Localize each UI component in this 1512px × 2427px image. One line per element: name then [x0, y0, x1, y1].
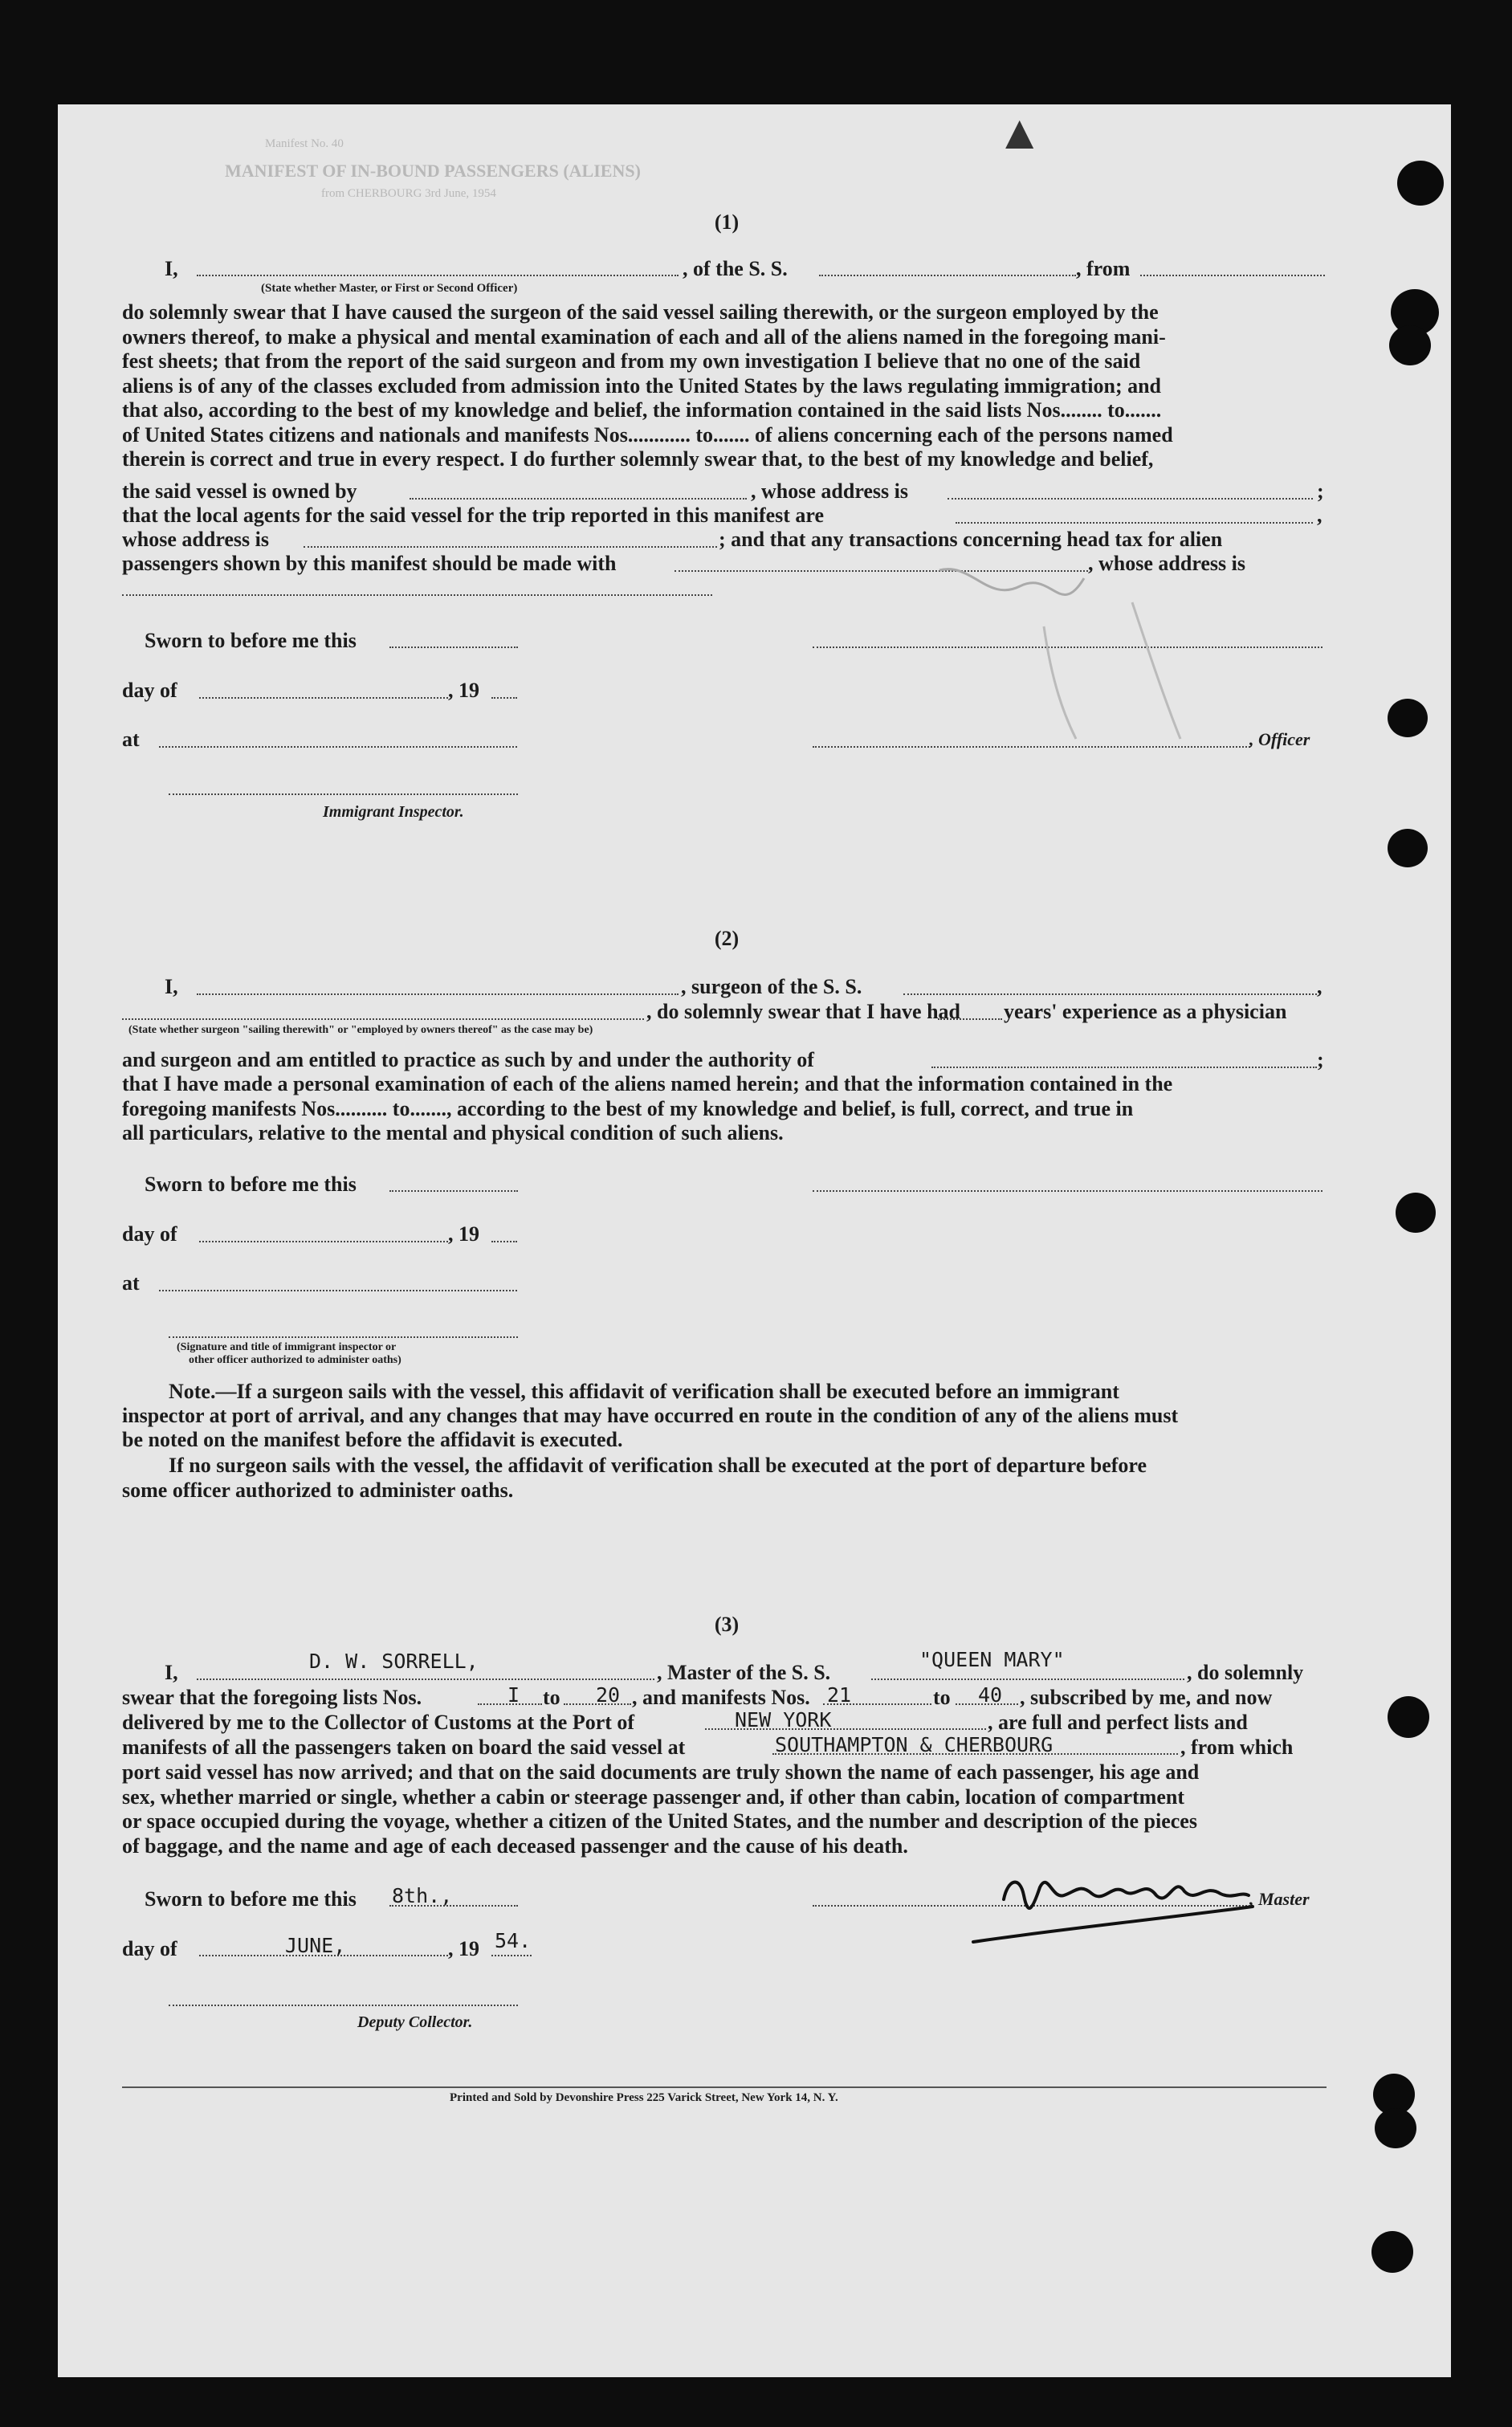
binder-hole	[1388, 1696, 1429, 1738]
s3-l5: port said vessel has now arrived; and that on the said documents are truly shown the name of each passenger, his age and	[122, 1760, 1200, 1784]
printer-imprint: Printed and Sold by Devonshire Press 225 Varick Street, New York 14, N. Y.	[450, 2091, 838, 2104]
s1-inspector: Immigrant Inspector.	[323, 803, 464, 821]
s2-surgeon-of: , surgeon of the S. S.	[681, 975, 862, 998]
s3-l2a: swear that the foregoing lists Nos.	[122, 1686, 422, 1709]
s1-sworn-line	[389, 647, 518, 648]
s2-day-of: day of	[122, 1222, 177, 1246]
top-mark: ▲	[996, 106, 1044, 159]
s3-solemnly: , do solemnly	[1187, 1661, 1304, 1684]
s3-sworn-day: 8th.,	[392, 1884, 453, 1907]
s1-p10a: whose address is	[122, 528, 270, 551]
s1-note: (State whether Master, or First or Second Officer)	[261, 282, 518, 295]
s3-l8: of baggage, and the name and age of each deceased passenger and the cause of his death.	[122, 1834, 908, 1858]
s2-note: (State whether surgeon "sailing therewith" or "employed by owners thereof" as the case may be)	[128, 1024, 593, 1036]
s1-p1: do solemnly swear that I have caused the surgeon of the said vessel sailing therewith, or the surgeon employed by the	[122, 300, 1159, 324]
s2-body	[122, 1072, 1325, 1146]
s3-l3a: delivered by me to the Collector of Customs at the Port of	[122, 1711, 635, 1734]
faint-title: MANIFEST OF IN-BOUND PASSENGERS (ALIENS)	[225, 161, 641, 181]
s3-deputy: Deputy Collector.	[357, 2013, 473, 2031]
s3-body	[122, 1760, 1325, 1858]
s3-l4a: manifests of all the passengers taken on board the said vessel at	[122, 1736, 686, 1759]
s1-from-line	[1140, 275, 1325, 276]
s1-p7: therein is correct and true in every respect. I do further solemnly swear that, to the best of my knowledge and belief,	[122, 447, 1154, 471]
s2-do-swear: , do solemnly swear that I have had	[646, 1000, 961, 1023]
s1-p10b: ; and that any transactions concerning head tax for alien	[719, 528, 1223, 551]
binder-hole	[1371, 2231, 1413, 2273]
s3-port: NEW YORK	[735, 1708, 832, 1732]
s1-agent-address-line	[304, 546, 717, 548]
faint-signature	[923, 554, 1229, 747]
s2-note-p4: If no surgeon sails with the vessel, the affidavit of verification shall be executed at the port of departure before	[169, 1454, 1147, 1477]
s2-p1: and surgeon and am entitled to practice as such by and under the authority of	[122, 1048, 814, 1071]
s2-p4: all particulars, relative to the mental and physical condition of such aliens.	[122, 1121, 784, 1144]
s1-owner-line	[410, 498, 747, 500]
s2-status-line	[122, 1018, 644, 1020]
s2-sworn: Sworn to before me this	[145, 1173, 357, 1196]
s2-year-line	[491, 1241, 517, 1242]
s1-agents-line	[956, 522, 1313, 524]
footer-rule	[122, 2086, 1327, 2088]
s3-list-to: 20	[596, 1683, 621, 1707]
s3-l6: sex, whether married or single, whether a cabin or steerage passenger and, if other than cabin, location of compartment	[122, 1785, 1184, 1809]
s3-deputy-line	[169, 2005, 518, 2006]
s1-p8b: , whose address is	[751, 479, 909, 503]
s2-sig-note2: other officer authorized to administer oaths)	[189, 1354, 401, 1366]
s1-p11a: passengers shown by this manifest should be made with	[122, 552, 617, 575]
s1-inspector-line	[169, 793, 518, 795]
s2-name-line	[197, 993, 679, 995]
s3-man-to: 40	[978, 1683, 1003, 1707]
s1-body	[122, 300, 1325, 472]
s1-owner-address-line	[948, 498, 1313, 500]
s2-years: years' experience as a physician	[1004, 1000, 1287, 1023]
s2-sworn-line	[389, 1190, 518, 1192]
s3-master-of: , Master of the S. S.	[657, 1661, 831, 1684]
s1-year-line	[491, 697, 517, 699]
s3-master-line	[197, 1679, 654, 1680]
s1-sworn: Sworn to before me this	[145, 629, 357, 652]
s3-embark: SOUTHAMPTON & CHERBOURG	[775, 1733, 1054, 1756]
s2-note-p1: Note.—If a surgeon sails with the vessel, this affidavit of verification shall be executed before an immigrant	[169, 1380, 1119, 1403]
s1-of-ss: , of the S. S.	[683, 257, 788, 280]
s1-p5: that also, according to the best of my knowledge and belief, the information contained in the said lists Nos........ to.......	[122, 398, 1162, 422]
s2-i: I,	[165, 975, 178, 998]
s2-note-p2: inspector at port of arrival, and any changes that may have occurred en route in the condition of any of the aliens must	[122, 1404, 1179, 1427]
s1-from: , from	[1076, 257, 1131, 280]
s3-year: 54.	[495, 1929, 532, 1952]
section3-number: (3)	[714, 1613, 740, 1636]
s3-l2c: , subscribed by me, and now	[1020, 1686, 1273, 1709]
section1-number: (1)	[714, 210, 740, 234]
s2-year: , 19	[448, 1222, 479, 1246]
s3-l7: or space occupied during the voyage, whether a citizen of the United States, and the number and description of the pieces	[122, 1809, 1197, 1833]
binder-hole	[1375, 2108, 1416, 2148]
s2-semicolon: ;	[1317, 1048, 1324, 1071]
s1-p2: owners thereof, to make a physical and mental examination of each and all of the aliens named in the foregoing mani-	[122, 324, 1166, 349]
s2-authority-line	[931, 1067, 1317, 1068]
s3-day-of: day of	[122, 1937, 177, 1960]
binder-hole	[1397, 161, 1444, 206]
s2-sig-title-line	[169, 1336, 518, 1338]
s3-to2: to	[933, 1686, 951, 1709]
s2-p2: that I have made a personal examination of each of the aliens named herein; and that the information contained in the	[122, 1072, 1173, 1095]
s1-day-line	[199, 697, 448, 699]
binder-hole	[1388, 699, 1428, 737]
s2-years-line	[938, 1018, 1002, 1020]
s2-comma: ,	[1317, 975, 1322, 998]
s3-year-line	[491, 1955, 532, 1956]
binder-hole	[1388, 829, 1428, 867]
s3-l4b: , from which	[1180, 1736, 1294, 1759]
s1-at: at	[122, 728, 140, 751]
s1-officer: , Officer	[1249, 729, 1310, 749]
binder-hole	[1396, 1193, 1436, 1233]
s1-ship-line	[819, 275, 1076, 276]
s2-day-line	[199, 1241, 448, 1242]
s1-comma: ,	[1317, 504, 1322, 527]
s2-ship-line	[903, 993, 1317, 995]
s3-l2b: , and manifests Nos.	[632, 1686, 810, 1709]
s3-year-prefix: , 19	[448, 1937, 479, 1960]
s1-semicolon: ;	[1317, 479, 1324, 503]
s2-at-line	[159, 1290, 517, 1291]
master-signature	[964, 1855, 1285, 1952]
s2-note-p3: be noted on the manifest before the affidavit is executed.	[122, 1428, 623, 1451]
s2-note-p5: some officer authorized to administer oaths.	[122, 1479, 514, 1502]
faint-manifest-no: Manifest No. 40	[265, 137, 344, 150]
s1-p3: fest sheets; that from the report of the said surgeon and from my own investigation I believe that no one of the said	[122, 349, 1141, 373]
s1-officer-line	[197, 275, 679, 276]
binder-hole	[1389, 325, 1431, 365]
s2-p3: foregoing manifests Nos.......... to......., according to the best of my knowledge and belief, is full, correct, and true in	[122, 1096, 1134, 1120]
s3-i: I,	[165, 1661, 178, 1684]
s1-p8a: the said vessel is owned by	[122, 479, 357, 503]
s3-ship: "QUEEN MARY"	[919, 1648, 1065, 1671]
s1-p6: of United States citizens and nationals and manifests Nos............ to....... of aliens concerning each of the persons named	[122, 422, 1173, 447]
s1-day-of: day of	[122, 679, 177, 702]
s3-master-name: D. W. SORRELL,	[309, 1650, 479, 1673]
s1-at-line	[159, 746, 517, 748]
section2-number: (2)	[714, 927, 740, 950]
s3-l3b: , are full and perfect lists and	[988, 1711, 1248, 1734]
s3-ship-line	[871, 1679, 1184, 1680]
s1-i: I,	[165, 257, 178, 280]
s2-sig-line	[813, 1190, 1322, 1192]
s3-month: JUNE,	[285, 1934, 346, 1957]
s1-p9a: that the local agents for the said vessel for the trip reported in this manifest are	[122, 504, 825, 527]
faint-line3: from CHERBOURG 3rd June, 1954	[321, 187, 496, 200]
s3-list-from: I	[507, 1683, 520, 1707]
s3-sworn: Sworn to before me this	[145, 1887, 357, 1911]
s1-p4: aliens is of any of the classes excluded from admission into the United States by the laws regulating immigration; and	[122, 373, 1162, 398]
s3-man-from: 21	[827, 1683, 852, 1707]
s1-p11b: , whose address is	[1088, 552, 1246, 575]
s1-year: , 19	[448, 679, 479, 702]
s3-to1: to	[543, 1686, 560, 1709]
s3-master: , Master	[1249, 1889, 1310, 1909]
s2-at: at	[122, 1271, 140, 1295]
s2-sig-note1: (Signature and title of immigrant inspector or	[177, 1341, 397, 1353]
s1-headtax-address-line	[122, 594, 712, 596]
